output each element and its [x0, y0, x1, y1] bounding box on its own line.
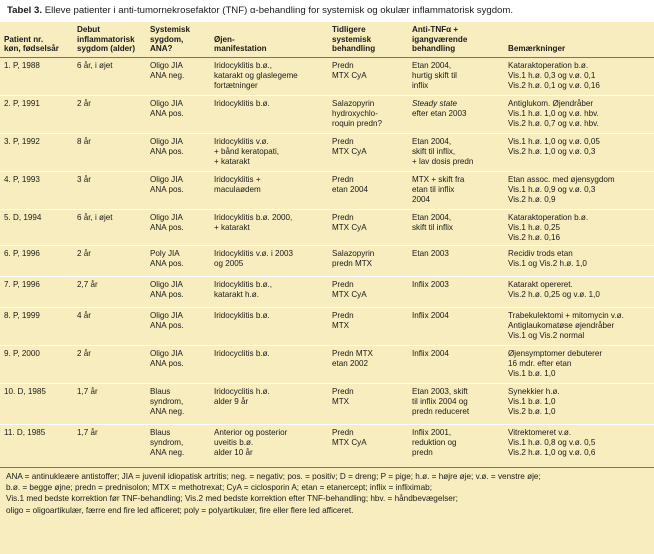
- cell-line: Poly JIA: [150, 248, 180, 258]
- caption-label: Tabel 3.: [7, 5, 43, 16]
- cell-line: Iridocyklitis v.ø.: [214, 136, 269, 146]
- cell-eye: [210, 133, 328, 171]
- cell-line: Steady state: [412, 98, 457, 108]
- column-header-systemic: [146, 22, 210, 57]
- cell-prior: [328, 276, 408, 307]
- cell-debut: [73, 133, 146, 171]
- cell-line: 7. P, 1996: [4, 279, 40, 289]
- cell-line: ANA pos.: [150, 258, 184, 268]
- column-header-remarks: [504, 22, 654, 57]
- cell-remarks: [504, 276, 654, 307]
- cell-line: Oligo JIA: [150, 310, 183, 320]
- cell-line: inflix: [412, 80, 429, 90]
- cell-debut: [73, 276, 146, 307]
- cell-line: 11. D, 1985: [4, 427, 46, 437]
- cell-prior: [328, 57, 408, 95]
- cell-line: skift til inflix: [412, 222, 453, 232]
- cell-line: Antiglukom. Øjendråber: [508, 98, 594, 108]
- cell-line: Kataraktoperation b.ø.: [508, 60, 589, 70]
- column-header-patient: [0, 22, 73, 57]
- cell-debut: [73, 57, 146, 95]
- cell-line: Trabekulektomi + mitomycin v.ø.: [508, 310, 624, 320]
- cell-line: Vis.1 h.ø. 0,3 og v.ø. 0,1: [508, 70, 596, 80]
- cell-line: ANA neg.: [150, 447, 185, 457]
- cell-line: Vis.2 h.ø. 0,16: [508, 232, 561, 242]
- cell-line: Predn: [332, 386, 354, 396]
- cell-systemic: [146, 383, 210, 424]
- cell-line: + lav dosis predn: [412, 156, 474, 166]
- cell-anti-tnf: [408, 171, 504, 209]
- table-row: [0, 95, 654, 133]
- cell-line: Predn: [332, 212, 354, 222]
- cell-line: MTX CyA: [332, 222, 367, 232]
- table-row: [0, 307, 654, 345]
- cell-line: Vis.2 b.ø. 1,0: [508, 406, 556, 416]
- cell-line: Predn: [332, 60, 354, 70]
- cell-line: 3 år: [77, 174, 91, 184]
- table-row: [0, 209, 654, 245]
- cell-line: Predn: [332, 310, 354, 320]
- patient-table: [0, 22, 654, 468]
- cell-systemic: [146, 345, 210, 383]
- column-header-line: Anti-TNFα +: [412, 25, 459, 34]
- cell-line: Salazopyrin: [332, 248, 375, 258]
- cell-line: Vis.1 h.ø. 0,8 og v.ø. 0,5: [508, 437, 596, 447]
- table-row: [0, 383, 654, 424]
- cell-line: 6. P, 1996: [4, 248, 40, 258]
- cell-line: 4 år: [77, 310, 91, 320]
- cell-line: Blaus: [150, 386, 171, 396]
- cell-line: Recidiv trods etan: [508, 248, 573, 258]
- cell-remarks: [504, 307, 654, 345]
- cell-line: Vis.2 h.ø. 0,7 og v.ø. hbv.: [508, 118, 599, 128]
- cell-remarks: [504, 383, 654, 424]
- column-header-line: inflammatorisk: [77, 34, 135, 44]
- cell-line: Iridocyclitis h.ø.: [214, 386, 270, 396]
- cell-line: 2 år: [77, 348, 91, 358]
- cell-line: Øjensymptomer debuterer: [508, 348, 603, 358]
- cell-line: maculaødem: [214, 184, 261, 194]
- cell-remarks: [504, 209, 654, 245]
- cell-line: Inflix 2004: [412, 310, 449, 320]
- cell-line: Iridocyklitis b.ø.: [214, 310, 270, 320]
- cell-debut: [73, 307, 146, 345]
- column-header-line: ANA?: [150, 44, 173, 54]
- cell-prior: [328, 133, 408, 171]
- cell-debut: [73, 245, 146, 276]
- column-header-line: Øjen-: [214, 34, 235, 44]
- table-header-row: [0, 22, 654, 57]
- cell-line: hydroxychlo-: [332, 108, 378, 118]
- cell-patient: [0, 307, 73, 345]
- cell-systemic: [146, 171, 210, 209]
- cell-line: MTX: [332, 396, 350, 406]
- cell-line: Etan 2004,: [412, 136, 452, 146]
- table-row: [0, 57, 654, 95]
- column-header-line: Systemisk: [150, 25, 191, 34]
- cell-line: Etan 2003, skift: [412, 386, 468, 396]
- cell-patient: [0, 95, 73, 133]
- cell-line: Katarakt opereret.: [508, 279, 573, 289]
- cell-remarks: [504, 95, 654, 133]
- cell-line: 6 år, i øjet: [77, 212, 113, 222]
- cell-line: Vis.1 b.ø. 1,0: [508, 396, 556, 406]
- cell-patient: [0, 276, 73, 307]
- cell-line: uveitis b.ø.: [214, 437, 254, 447]
- cell-line: Vis.1 h.ø. 0,9 og v.ø. 0,3: [508, 184, 596, 194]
- cell-eye: [210, 383, 328, 424]
- cell-line: katarakt h.ø.: [214, 289, 259, 299]
- cell-systemic: [146, 57, 210, 95]
- cell-remarks: [504, 345, 654, 383]
- caption-text: Elleve patienter i anti-tumornekrosefaktor (TNF) α-behandling for systemisk og okulær inflammatorisk sygdom.: [44, 5, 514, 16]
- column-header-anti-tnf: [408, 22, 504, 57]
- cell-patient: [0, 171, 73, 209]
- cell-patient: [0, 345, 73, 383]
- column-header-line: behandling: [332, 44, 376, 54]
- cell-debut: [73, 95, 146, 133]
- cell-line: Iridocyklitis v.ø. i 2003: [214, 248, 294, 258]
- cell-line: 16 mdr. efter etan: [508, 358, 572, 368]
- cell-anti-tnf: [408, 383, 504, 424]
- cell-patient: [0, 424, 73, 467]
- cell-line: MTX CyA: [332, 289, 367, 299]
- cell-prior: [328, 424, 408, 467]
- cell-line: Vitrektomeret v.ø.: [508, 427, 572, 437]
- cell-line: etan 2002: [332, 358, 369, 368]
- cell-anti-tnf: [408, 57, 504, 95]
- cell-line: MTX CyA: [332, 146, 367, 156]
- cell-line: hurtig skift til: [412, 70, 457, 80]
- cell-line: + katarakt: [214, 156, 250, 166]
- column-header-line: Bemærkninger: [508, 44, 566, 54]
- cell-line: Iridocyklitis b.ø.: [214, 98, 270, 108]
- cell-systemic: [146, 209, 210, 245]
- column-header-line: Tidligere: [332, 25, 366, 34]
- cell-line: ANA pos.: [150, 184, 184, 194]
- cell-line: 2 år: [77, 248, 91, 258]
- column-header-line: sygdom (alder): [77, 44, 136, 54]
- cell-debut: [73, 171, 146, 209]
- cell-line: Etan assoc. med øjensygdom: [508, 174, 615, 184]
- column-header-line: behandling: [412, 44, 456, 54]
- cell-patient: [0, 209, 73, 245]
- cell-anti-tnf: [408, 307, 504, 345]
- table-caption: [0, 0, 654, 22]
- table-footnote: [0, 466, 654, 516]
- cell-line: Inflix 2003: [412, 279, 449, 289]
- column-header-eye: [210, 22, 328, 57]
- cell-line: ANA pos.: [150, 358, 184, 368]
- cell-anti-tnf: [408, 245, 504, 276]
- table-row: [0, 133, 654, 171]
- cell-line: Oligo JIA: [150, 60, 183, 70]
- cell-debut: [73, 209, 146, 245]
- cell-line: Antiglaukomatøse øjendråber: [508, 320, 615, 330]
- cell-line: MTX CyA: [332, 437, 367, 447]
- cell-debut: [73, 383, 146, 424]
- cell-prior: [328, 245, 408, 276]
- cell-line: ANA pos.: [150, 108, 184, 118]
- cell-line: Anterior og posterior: [214, 427, 288, 437]
- cell-line: Vis.1 h.ø. 1,0 og v.ø. 0,05: [508, 136, 600, 146]
- cell-prior: [328, 307, 408, 345]
- cell-line: 9. P, 2000: [4, 348, 40, 358]
- cell-line: 2 år: [77, 98, 91, 108]
- footnote-line: ANA = antinukleære antistoffer; JIA = juvenil idiopatisk artritis; neg. = negativ; pos. = positiv; D = dreng; P = pige; h.ø. = højre øje; v.ø. = venstre øje;: [6, 472, 541, 481]
- cell-anti-tnf: [408, 276, 504, 307]
- cell-line: Oligo JIA: [150, 279, 183, 289]
- footnote-line: oligo = oligoartikulær, færre end fire led afficeret; poly = polyartikulær, fire eller flere led afficeret.: [6, 505, 354, 515]
- cell-patient: [0, 383, 73, 424]
- cell-line: til inflix 2004 og: [412, 396, 468, 406]
- footnote-line: b.ø. = begge øjne; predn = prednisolon; MTX = methotrexat; CyA = ciclosporin A; etan = etanercept; inflix = infliximab;: [6, 483, 432, 493]
- cell-line: Predn: [332, 427, 354, 437]
- cell-line: Iridocyklitis b.ø.,: [214, 60, 273, 70]
- cell-line: Vis.1 og Vis.2 normal: [508, 330, 585, 340]
- cell-line: syndrom,: [150, 437, 184, 447]
- cell-systemic: [146, 95, 210, 133]
- cell-remarks: [504, 57, 654, 95]
- cell-patient: [0, 133, 73, 171]
- cell-prior: [328, 209, 408, 245]
- cell-line: reduktion og: [412, 437, 457, 447]
- cell-line: Inflix 2004: [412, 348, 449, 358]
- cell-line: 8 år: [77, 136, 91, 146]
- cell-prior: [328, 383, 408, 424]
- cell-line: 2. P, 1991: [4, 98, 40, 108]
- cell-line: ANA pos.: [150, 289, 184, 299]
- cell-line: Oligo JIA: [150, 174, 183, 184]
- cell-prior: [328, 171, 408, 209]
- cell-line: 5. D, 1994: [4, 212, 42, 222]
- cell-line: Blaus: [150, 427, 171, 437]
- cell-debut: [73, 345, 146, 383]
- cell-line: og 2005: [214, 258, 244, 268]
- cell-line: MTX + skift fra: [412, 174, 465, 184]
- cell-line: 2,7 år: [77, 279, 98, 289]
- cell-line: katarakt og glaslegeme: [214, 70, 298, 80]
- cell-line: 2004: [412, 194, 431, 204]
- table-row: [0, 171, 654, 209]
- cell-line: Oligo JIA: [150, 136, 183, 146]
- cell-line: 1,7 år: [77, 386, 98, 396]
- cell-line: Iridocyklitis b.ø. 2000,: [214, 212, 293, 222]
- table-row: [0, 345, 654, 383]
- column-header-line: igangværende: [412, 34, 468, 44]
- cell-line: ANA pos.: [150, 320, 184, 330]
- cell-line: ANA pos.: [150, 222, 184, 232]
- cell-line: roquin predn?: [332, 118, 382, 128]
- cell-line: Vis.1 h.ø. 1,0 og v.ø. hbv.: [508, 108, 599, 118]
- table-row: [0, 424, 654, 467]
- table-row: [0, 245, 654, 276]
- cell-systemic: [146, 307, 210, 345]
- cell-line: Vis.2 h.ø. 0,9: [508, 194, 556, 204]
- cell-line: Oligo JIA: [150, 98, 183, 108]
- cell-eye: [210, 57, 328, 95]
- cell-line: 4. P, 1993: [4, 174, 40, 184]
- cell-remarks: [504, 245, 654, 276]
- cell-line: alder 10 år: [214, 447, 253, 457]
- cell-line: Iridocyklitis +: [214, 174, 261, 184]
- cell-line: ANA neg.: [150, 70, 185, 80]
- cell-line: Predn: [332, 136, 354, 146]
- cell-line: + katarakt: [214, 222, 250, 232]
- cell-line: Predn MTX: [332, 348, 373, 358]
- cell-prior: [328, 95, 408, 133]
- column-header-line: Debut: [77, 25, 100, 34]
- cell-line: efter etan 2003: [412, 108, 467, 118]
- column-header-prior: [328, 22, 408, 57]
- cell-anti-tnf: [408, 345, 504, 383]
- cell-eye: [210, 95, 328, 133]
- cell-line: Vis.2 h.ø. 1,0 og v.ø. 0,6: [508, 447, 596, 457]
- cell-eye: [210, 307, 328, 345]
- cell-eye: [210, 245, 328, 276]
- cell-line: Vis.1 og Vis.2 h.ø. 1,0: [508, 258, 587, 268]
- cell-debut: [73, 424, 146, 467]
- cell-line: Vis.1 b.ø. 1,0: [508, 368, 556, 378]
- cell-line: Salazopyrin: [332, 98, 375, 108]
- cell-line: ANA neg.: [150, 406, 185, 416]
- cell-line: predn MTX: [332, 258, 373, 268]
- cell-line: syndrom,: [150, 396, 184, 406]
- cell-systemic: [146, 424, 210, 467]
- cell-line: Predn: [332, 279, 354, 289]
- column-header-line: manifestation: [214, 44, 267, 54]
- cell-line: ANA pos.: [150, 146, 184, 156]
- cell-line: Oligo JIA: [150, 212, 183, 222]
- column-header-line: Patient nr.: [4, 34, 44, 44]
- cell-eye: [210, 424, 328, 467]
- footnote-line: Vis.1 med bedste korrektion før TNF-behandling; Vis.2 med bedste korrektion efter TNF-behandling; hbv. = håndbevægelser;: [6, 494, 458, 504]
- cell-remarks: [504, 171, 654, 209]
- cell-line: Etan 2004,: [412, 60, 452, 70]
- table-row: [0, 276, 654, 307]
- cell-line: Synekkier h.ø.: [508, 386, 560, 396]
- cell-line: etan til inflix: [412, 184, 455, 194]
- cell-line: MTX CyA: [332, 70, 367, 80]
- cell-line: 1. P, 1988: [4, 60, 40, 70]
- cell-remarks: [504, 133, 654, 171]
- column-header-debut: [73, 22, 146, 57]
- cell-line: Iridocyclitis b.ø.: [214, 348, 270, 358]
- cell-eye: [210, 171, 328, 209]
- cell-line: Etan 2004,: [412, 212, 452, 222]
- column-header-line: køn, fødselsår: [4, 44, 59, 54]
- cell-systemic: [146, 276, 210, 307]
- cell-line: Kataraktoperation b.ø.: [508, 212, 589, 222]
- cell-line: skift til inflix,: [412, 146, 456, 156]
- table-body: [0, 57, 654, 467]
- cell-line: Oligo JIA: [150, 348, 183, 358]
- cell-line: + bånd keratopati,: [214, 146, 280, 156]
- cell-line: 6 år, i øjet: [77, 60, 113, 70]
- cell-systemic: [146, 133, 210, 171]
- cell-eye: [210, 276, 328, 307]
- cell-anti-tnf: [408, 209, 504, 245]
- cell-line: Etan 2003: [412, 248, 449, 258]
- cell-line: Predn: [332, 174, 354, 184]
- column-header-line: systemisk: [332, 34, 372, 44]
- cell-line: Iridocyklitis b.ø.,: [214, 279, 273, 289]
- cell-line: etan 2004: [332, 184, 369, 194]
- cell-line: Vis.2 h.ø. 0,1 og v.ø. 0,16: [508, 80, 600, 90]
- cell-line: predn reduceret: [412, 406, 470, 416]
- cell-line: predn: [412, 447, 433, 457]
- cell-line: MTX: [332, 320, 350, 330]
- cell-line: 8. P, 1999: [4, 310, 40, 320]
- cell-line: Inflix 2001,: [412, 427, 452, 437]
- cell-line: fortætninger: [214, 80, 258, 90]
- column-header-line: sygdom,: [150, 34, 184, 44]
- cell-remarks: [504, 424, 654, 467]
- cell-patient: [0, 57, 73, 95]
- cell-anti-tnf: [408, 424, 504, 467]
- cell-line: Vis.2 h.ø. 0,25 og v.ø. 1,0: [508, 289, 600, 299]
- cell-line: 3. P, 1992: [4, 136, 40, 146]
- cell-prior: [328, 345, 408, 383]
- cell-line: Vis.2 h.ø. 1,0 og v.ø. 0,3: [508, 146, 596, 156]
- cell-line: alder 9 år: [214, 396, 249, 406]
- cell-anti-tnf: [408, 133, 504, 171]
- cell-systemic: [146, 245, 210, 276]
- cell-line: 10. D, 1985: [4, 386, 46, 396]
- cell-patient: [0, 245, 73, 276]
- cell-eye: [210, 209, 328, 245]
- cell-line: 1,7 år: [77, 427, 98, 437]
- cell-anti-tnf: [408, 95, 504, 133]
- cell-eye: [210, 345, 328, 383]
- cell-line: Vis.1 h.ø. 0,25: [508, 222, 561, 232]
